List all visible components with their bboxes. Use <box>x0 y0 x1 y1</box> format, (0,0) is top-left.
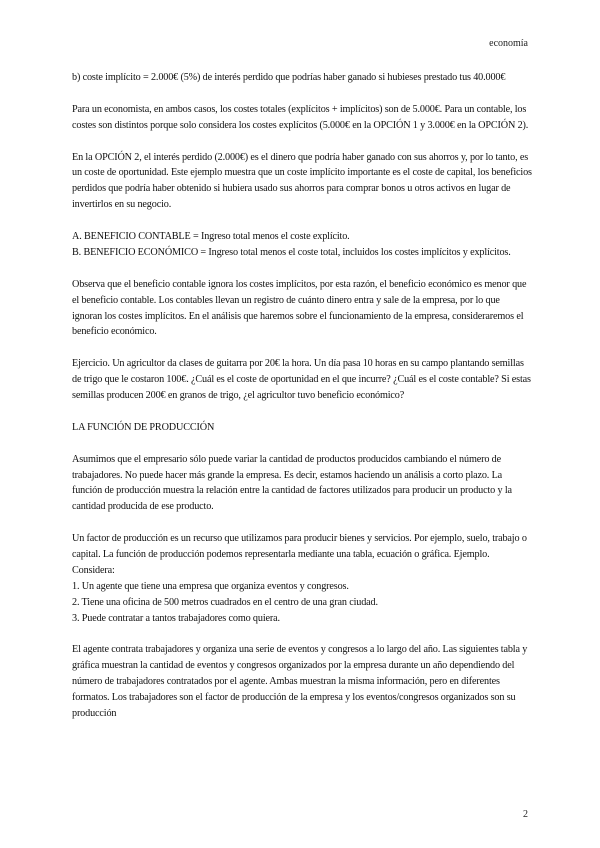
paragraph-economist-view: Para un economista, en ambos casos, los costes totales (explícitos + implícitos) son de 5.000€. Para un contable, los costes son distintos porque solo considera los costes explícitos (5.000€ en la OPCIÓN 1 y 3.000€ en la OPCIÓN 2). <box>72 103 529 131</box>
running-header: economía <box>489 38 528 49</box>
paragraph-production-function: Asumimos que el empresario sólo puede variar la cantidad de productos producidos cambiando el número de trabajadores. No puede hacer más grande la empresa. Es decir, estamos haciendo un análisis a corto plazo. La función de producción muestra la relación entre la cantidad de factores utilizados para producir un producto y la cantidad producida de ese producto. <box>72 453 512 513</box>
definition-accounting-profit: A. BENEFICIO CONTABLE = Ingreso total menos el coste explícito. <box>72 231 350 243</box>
paragraph-implicit-cost: b) coste implícito = 2.000€ (5%) de interés perdido que podrías haber ganado si hubieses prestado tus 40.000€ <box>72 72 506 83</box>
page-number: 2 <box>523 809 528 820</box>
paragraph-production-factor: Un factor de producción es un recurso que utilizamos para producir bienes y servicios. Por ejemplo, suelo, trabajo o capital. La función de producción podemos representarla mediante una tabla, ecuación o gráfica. Ejemplo. Considera: <box>72 533 527 576</box>
paragraph-observation: Observa que el beneficio contable ignora los costes implícitos, por esta razón, el beneficio económico es menor que el beneficio contable. Los contables llevan un registro de cuánto dinero entra y sale de la empresa, por lo que ignoran los costes implícitos. En el análisis que haremos sobre el funcionamiento de la empresa, consideraremos el beneficio económico. <box>72 278 527 338</box>
definition-economic-profit: B. BENEFICIO ECONÓMICO = Ingreso total menos el coste total, incluidos los costes implícitos y explícitos. <box>72 246 511 258</box>
list-item: 3. Puede contratar a tantos trabajadores como quiera. <box>72 612 280 624</box>
section-heading: LA FUNCIÓN DE PRODUCCIÓN <box>72 421 215 433</box>
body-text <box>72 70 532 738</box>
list-item: 2. Tiene una oficina de 500 metros cuadrados en el centro de una gran ciudad. <box>72 596 378 608</box>
list-item: 1. Un agente que tiene una empresa que organiza eventos y congresos. <box>72 580 349 592</box>
paragraph-exercise: Ejercicio. Un agricultor da clases de guitarra por 20€ la hora. Un día pasa 10 horas en su campo plantando semillas de trigo que le costaron 100€. ¿Cuál es el coste de oportunidad en el que incurre? ¿Cuál es el coste contable? Si estas semillas producen 200€ en granos de trigo, ¿el agricultor tuvo beneficio económico? <box>72 358 531 402</box>
paragraph-agent-hires: El agente contrata trabajadores y organiza una serie de eventos y congresos a lo largo del año. Las siguientes tabla y gráfica muestran la cantidad de eventos y congresos organizados por la empresa durante un año dependiendo del número de trabajadores contratados por el agente. Ambas muestran la misma información, pero en diferentes formatos. Los trabajadores son el factor de producción de la empresa y los eventos/congresos organizados son su producción <box>72 644 528 720</box>
paragraph-option-2: En la OPCIÓN 2, el interés perdido (2.000€) es el dinero que podría haber ganado con sus ahorros y, por lo tanto, es un coste de oportunidad. Este ejemplo muestra que un coste implícito importante es el coste de capital, los beneficios perdidos que podría haber obtenido si hubiera usado sus ahorros para comprar bonos u otros activos en lugar de invertirlos en su negocio. <box>72 151 532 211</box>
